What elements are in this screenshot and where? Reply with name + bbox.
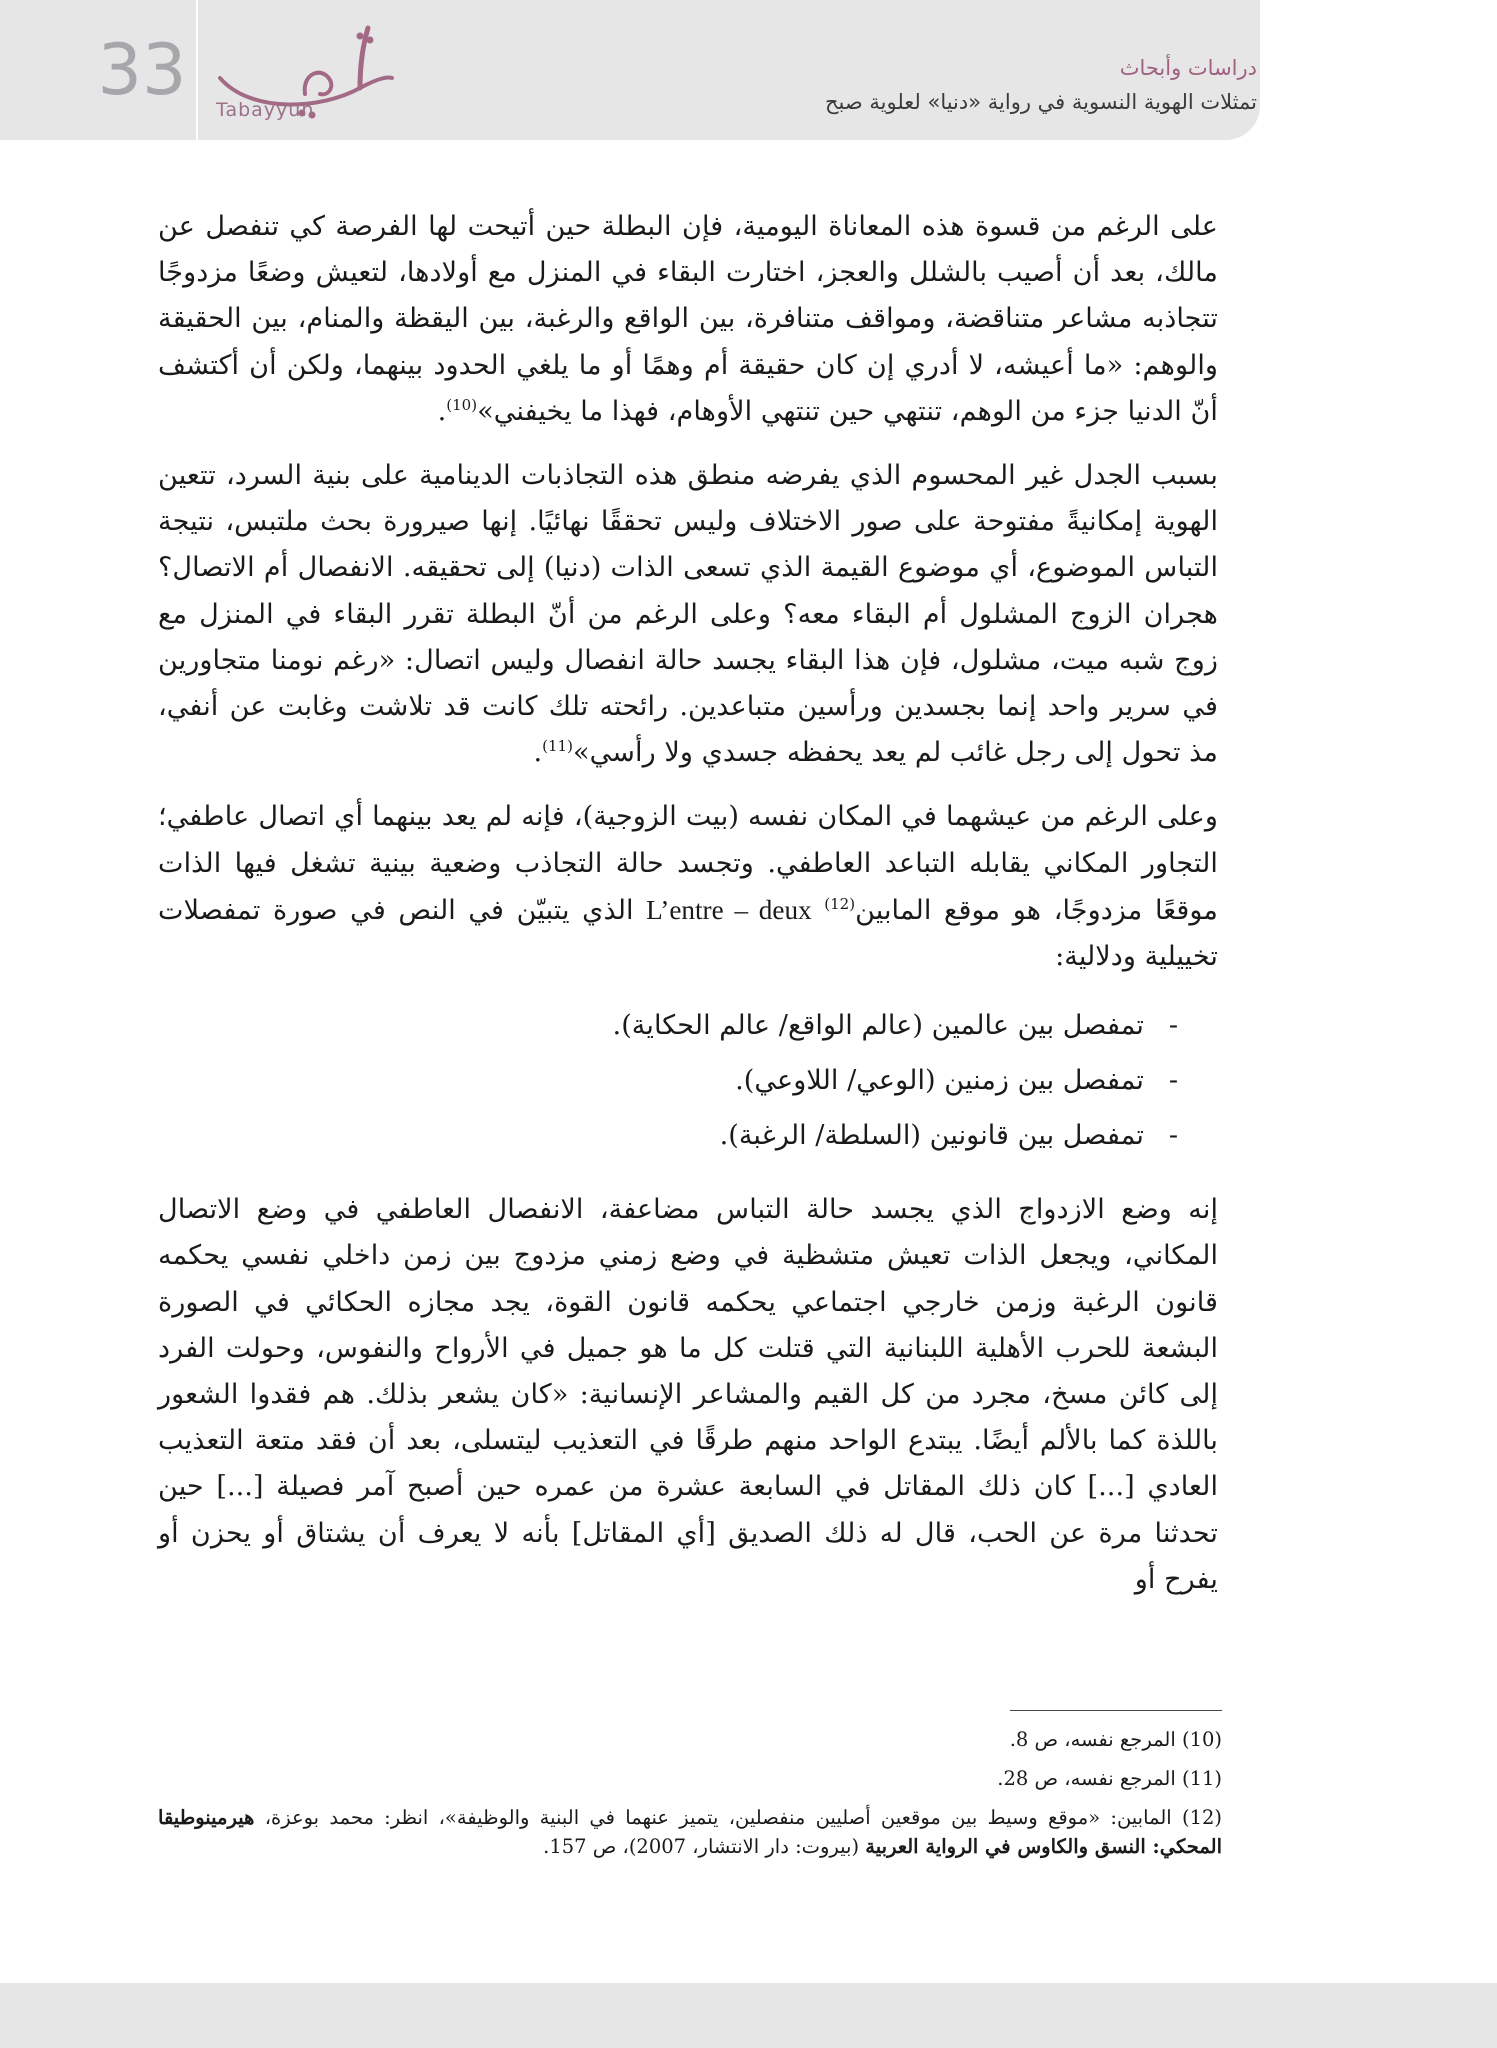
list-item: - تمفصل بين قانونين (السلطة/ الرغبة).	[158, 1108, 1178, 1163]
latin-term: L’entre – deux	[646, 894, 812, 925]
paragraph-end: .	[437, 395, 447, 427]
footnote-ref: (11)	[542, 737, 573, 756]
footnote-text: (بيروت: دار الانتشار، 2007)، ص 157.	[543, 1835, 866, 1858]
footnote-11: (11) المرجع نفسه، ص 28.	[997, 1767, 1222, 1790]
paragraph	[158, 794, 1218, 980]
footnote-ref: (10)	[446, 395, 478, 414]
section-label: دراسات وأبحاث	[1119, 56, 1257, 80]
paragraph-text: إنه وضع الازدواج الذي يجسد حالة التباس مضاعفة، الانفصال العاطفي في وضع الاتصال المكاني، ويجعل الذات تعيش متشظية في وضع زمني مزدوج بين زمن داخلي نفسي يحكمه قانون الرغبة وزمن خارجي اجتماعي يحكمه قانون القوة، يجد مجازه الحكائي في الصورة البشعة للحرب الأهلية اللبنانية التي قتلت كل ما هو جميل في الأرواح والنفوس، وحولت الفرد إلى كائن مسخ، مجرد من كل القيم والمشاعر الإنسانية: «كان يشعر بذلك. هم فقدوا الشعور باللذة كما بالألم أيضًا. يبتدع الواحد منهم طرقًا في التعذيب ليتسلى، بعد أن فقد متعة التعذيب العادي [...] كان ذلك المقاتل في السابعة عشرة من عمره حين أصبح آمر فصيلة [...] حين تحدثنا مرة عن الحب، قال له ذلك الصديق [أي المقاتل] بأنه لا يعرف أن يشتاق أو يحزن أو يفرح أو	[158, 1194, 1218, 1595]
footnote-text: (12) المابين: «موقع وسيط بين موقعين أصليين منفصلين، يتميز عنهما في البنية والوظيفة»، انظر: محمد بوعزة،	[254, 1806, 1222, 1829]
paragraph	[158, 1187, 1218, 1603]
paragraph-text: وعلى الرغم من عيشهما في المكان نفسه (بيت الزوجية)، فإنه لم يعد بينهما أي اتصال عاطفي؛ التجاور المكاني يقابله التباعد العاطفي. وتجسد حالة التجاذب وضعية بينية تشغل فيها الذات موقعًا مزدوجًا، هو موقع المابين	[158, 801, 1218, 926]
article-body	[158, 204, 1218, 1621]
running-title: تمثلات الهوية النسوية في رواية «دنيا» لعلوية صبح	[824, 90, 1257, 114]
logo-letter-bowl	[305, 73, 332, 95]
list-item: - تمفصل بين زمنين (الوعي/ اللاوعي).	[158, 1053, 1178, 1108]
paragraph	[158, 453, 1218, 776]
list-item: - تمفصل بين عالمين (عالم الواقع/ عالم الحكاية).	[158, 998, 1178, 1053]
footnote-12	[158, 1803, 1222, 1861]
paragraph-text: على الرغم من قسوة هذه المعاناة اليومية، فإن البطلة حين أتيحت لها الفرصة كي تنفصل عن مالك، بعد أن أصيب بالشلل والعجز، اختارت البقاء في المنزل مع أولادها، لتعيش وضعًا مزدوجًا تتجاذبه مشاعر متناقضة، ومواقف متنافرة، بين الواقع والرغبة، بين اليقظة والمنام، بين الحقيقة والوهم: «ما أعيشه، لا أدري إن كان حقيقة أم وهمًا أو ما يلغي الحدود بينهما، ولكن أن أكتشف أنّ الدنيا جزء من الوهم، تنتهي حين تنتهي الأوهام، فهذا ما يخيفني»	[158, 211, 1218, 427]
header-divider	[196, 0, 198, 140]
footer-band	[0, 1983, 1497, 2048]
logo-dot	[357, 33, 364, 40]
paragraph	[158, 204, 1218, 435]
page-number: 33	[97, 29, 187, 111]
footnote-10: (10) المرجع نفسه، ص 8.	[1009, 1728, 1222, 1751]
footnote-rule	[1010, 1710, 1222, 1711]
articulation-list	[158, 998, 1218, 1163]
footnote-book-title: هيرمينوطيقا المحكي: النسق والكاوس في الرواية العربية	[158, 1806, 1222, 1858]
footnotes	[158, 1725, 1222, 1871]
logo-latin-text: Tabayyun	[216, 99, 315, 121]
footnote-ref: (12)	[824, 894, 856, 913]
logo-dot	[367, 37, 374, 44]
paragraph-text: الذي يتبيّن في النص في صورة تمفصلات تخييلية ودلالية:	[158, 894, 1218, 973]
paragraph-end: .	[533, 737, 543, 769]
paragraph-text: بسبب الجدل غير المحسوم الذي يفرضه منطق هذه التجاذبات الدينامية على بنية السرد، تتعين الهوية إمكانيةً مفتوحة على صور الاختلاف وليس تحققًا نهائيًا. إنها صيرورة بحث ملتبس، نتيجة التباس الموضوع، أي موضوع القيمة الذي تسعى الذات (دنيا) إلى تحقيقه. الانفصال أم الاتصال؟ هجران الزوج المشلول أم البقاء معه؟ وعلى الرغم من أنّ البطلة تقرر البقاء في المنزل مع زوج شبه ميت، مشلول، فإن هذا البقاء يجسد حالة انفصال وليس اتصال: «رغم نومنا متجاورين في سرير واحد إنما بجسدين ورأسين متباعدين. رائحته تلك كانت قد تلاشت وغابت عن أنفي، مذ تحول إلى رجل غائب لم يعد يحفظه جسدي ولا رأسي»	[158, 460, 1218, 769]
